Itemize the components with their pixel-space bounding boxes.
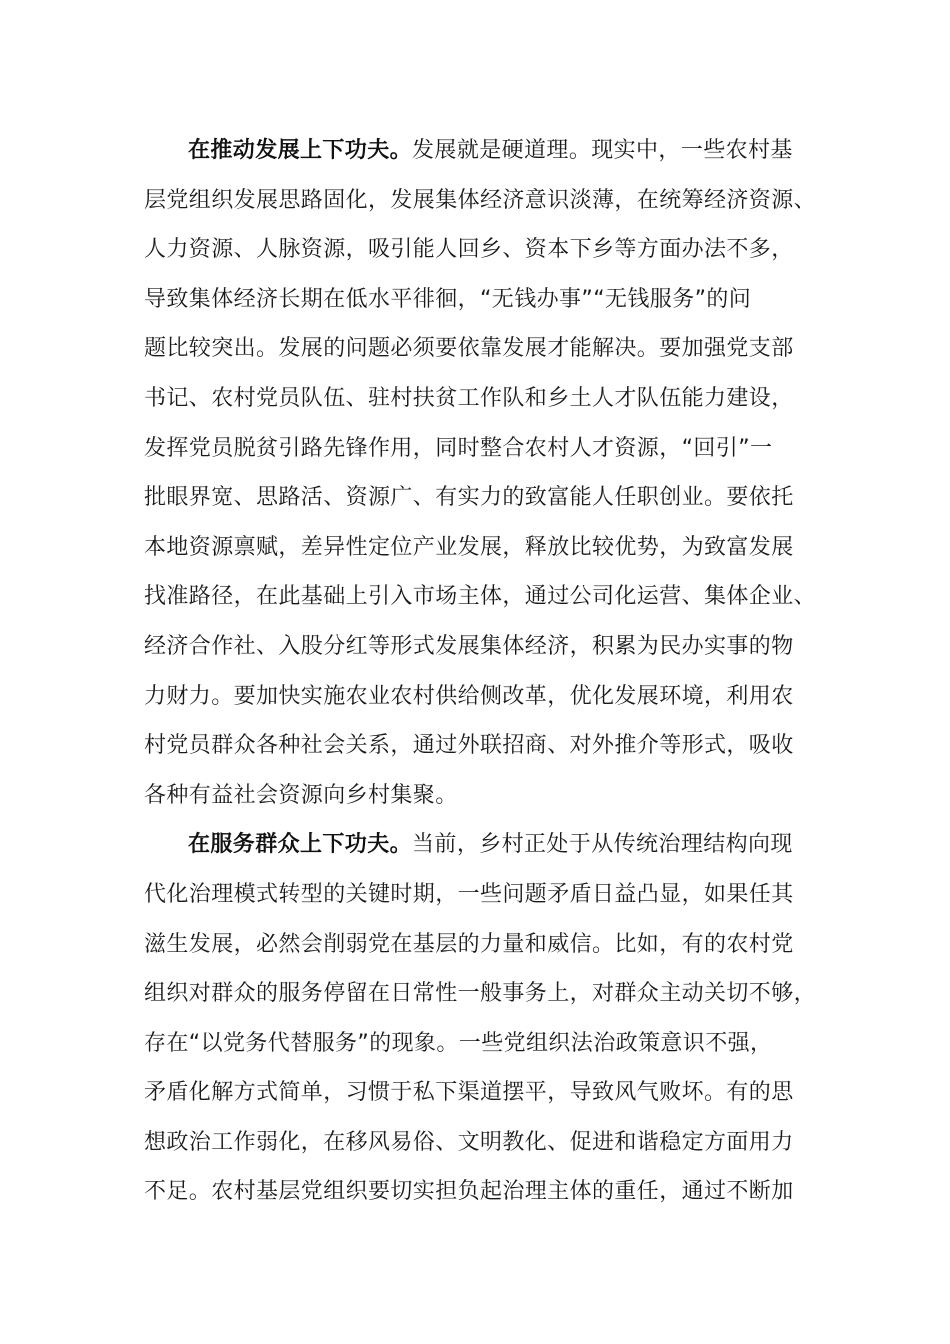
paragraph-line: 滋生发展，必然会削弱党在基层的力量和威信。比如，有的农村党 <box>144 931 794 957</box>
paragraph-line-text: 发展就是硬道理。现实中，一些农村基 <box>412 138 793 163</box>
paragraph-line: 题比较突出。发展的问题必须要依靠发展才能解决。要加强党支部 <box>144 336 794 362</box>
paragraph-line: 人力资源、人脉资源，吸引能人回乡、资本下乡等方面办法不多， <box>144 237 794 263</box>
paragraph-development <box>144 126 817 820</box>
paragraph-line: 找准路径，在此基础上引入市场主体，通过公司化运营、集体企业、 <box>144 584 817 610</box>
paragraph-line: 力财力。要加快实施农业农村供给侧改革，优化发展环境，利用农 <box>144 683 794 709</box>
paragraph-line: 组织对群众的服务停留在日常性一般事务上，对群众主动关切不够， <box>144 981 817 1007</box>
paragraph-line: 各种有益社会资源向乡村集聚。 <box>144 782 458 808</box>
paragraph-line: 存在“以党务代替服务”的现象。一些党组织法治政策意识不强， <box>144 1030 773 1056</box>
document-body <box>144 126 817 1217</box>
paragraph-line <box>144 126 804 176</box>
paragraph-line: 本地资源禀赋，差异性定位产业发展，释放比较优势，为致富发展 <box>144 534 794 560</box>
paragraph-line: 批眼界宽、思路活、资源广、有实力的致富能人任职创业。要依托 <box>144 485 794 511</box>
paragraph-line <box>144 820 804 870</box>
paragraph-line: 层党组织发展思路固化，发展集体经济意识淡薄，在统筹经济资源、 <box>144 187 817 213</box>
paragraph-line: 想政治工作弱化，在移风易俗、文明教化、促进和谐稳定方面用力 <box>144 1129 794 1155</box>
paragraph-service <box>144 820 817 1217</box>
paragraph-line: 经济合作社、入股分红等形式发展集体经济，积累为民办实事的物 <box>144 633 794 659</box>
paragraph-line: 导致集体经济长期在低水平徘徊，“无钱办事”“无钱服务”的问 <box>144 286 752 312</box>
paragraph-line: 书记、农村党员队伍、驻村扶贫工作队和乡土人才队伍能力建设， <box>144 385 794 411</box>
paragraph-lead-heading: 在服务群众上下功夫。 <box>188 832 413 858</box>
paragraph-line: 不足。农村基层党组织要切实担负起治理主体的重任，通过不断加 <box>144 1179 794 1205</box>
paragraph-line: 代化治理模式转型的关键时期，一些问题矛盾日益凸显，如果任其 <box>144 881 794 907</box>
paragraph-line: 发挥党员脱贫引路先锋作用，同时整合农村人才资源，“回引”一 <box>144 435 773 461</box>
paragraph-line-text: 当前，乡村正处于从传统治理结构向现 <box>412 832 793 858</box>
paragraph-line: 矛盾化解方式简单，习惯于私下渠道摆平，导致风气败坏。有的思 <box>144 1080 794 1106</box>
paragraph-lead-heading: 在推动发展上下功夫。 <box>188 138 413 163</box>
paragraph-line: 村党员群众各种社会关系，通过外联招商、对外推介等形式，吸收 <box>144 733 794 759</box>
